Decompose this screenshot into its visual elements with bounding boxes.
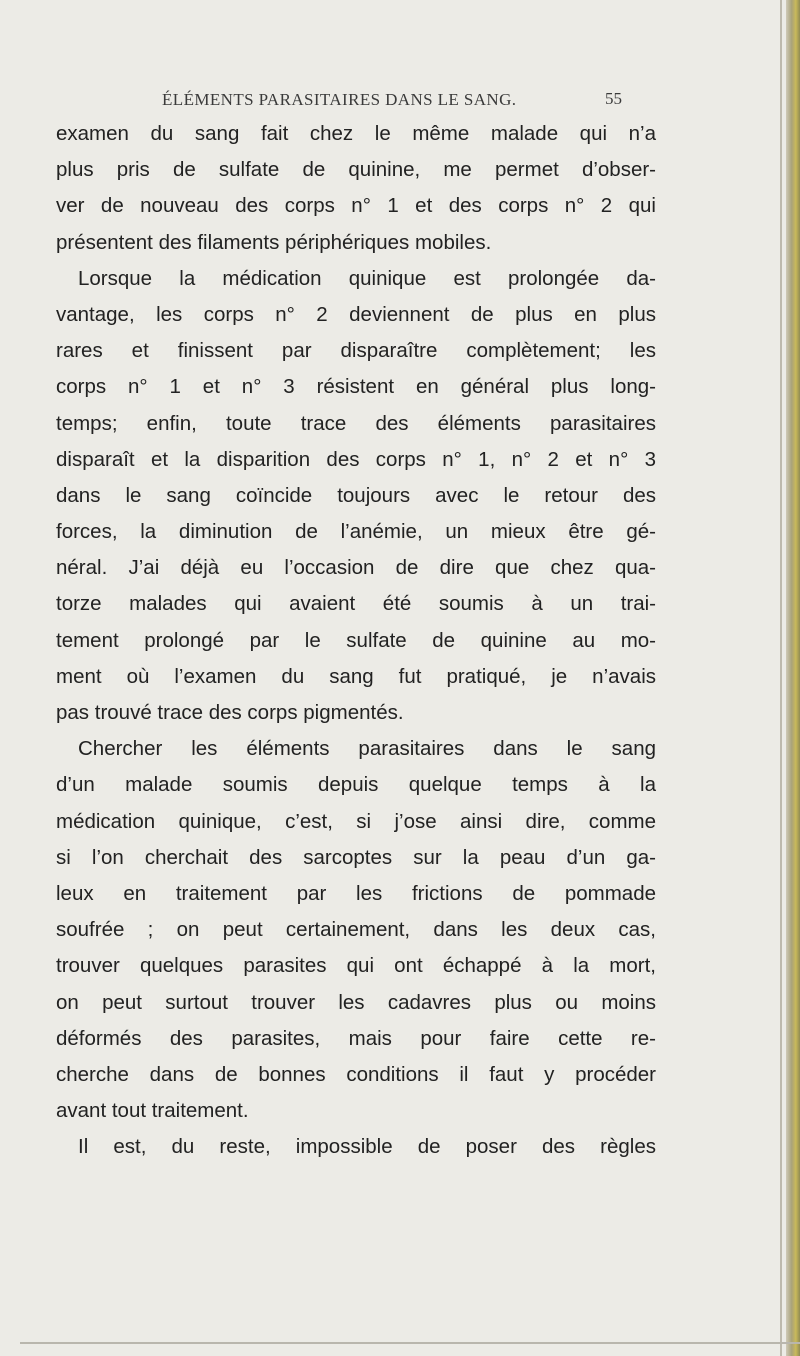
text-line: déformés des parasites, mais pour faire cette re- [56, 1026, 656, 1050]
text-line: rares et finissent par disparaître complètement; les [56, 339, 656, 363]
running-head: ÉLÉMENTS PARASITAIRES DANS LE SANG. [162, 90, 517, 109]
page-bottom-edge [20, 1342, 800, 1344]
text-line: forces, la diminution de l’anémie, un mieux être gé- [56, 520, 656, 544]
text-line: plus pris de sulfate de quinine, me permet d’obser- [56, 158, 656, 182]
page-binding-edge [786, 0, 800, 1356]
text-line: examen du sang fait chez le même malade qui n’a [56, 122, 656, 145]
text-line: cherche dans de bonnes conditions il faut y procéder [56, 1062, 656, 1086]
text-line: temps; enfin, toute trace des éléments parasitaires [56, 411, 656, 435]
text-line: néral. J’ai déjà eu l’occasion de dire que chez qua- [56, 556, 656, 580]
text-line: médication quinique, c’est, si j’ose ainsi dire, comme [56, 809, 656, 833]
text-line: d’un malade soumis depuis quelque temps à la [56, 773, 656, 797]
page-number: 55 [605, 89, 622, 108]
text-line: avant tout traitement. [56, 1099, 249, 1123]
text-line: tement prolongé par le sulfate de quinine au mo- [56, 628, 656, 652]
text-line: Lorsque la médication quinique est prolongée da- [78, 266, 656, 290]
body-text [56, 116, 656, 1165]
text-line: pas trouvé trace des corps pigmentés. [56, 701, 404, 724]
text-line: présentent des filaments périphériques mobiles. [56, 230, 492, 254]
page-edge-shadow [780, 0, 782, 1356]
text-line: soufrée ; on peut certainement, dans les deux cas, [56, 918, 656, 942]
text-line: torze malades qui avaient été soumis à un trai- [56, 592, 656, 616]
text-line: Il est, du reste, impossible de poser des règles [78, 1135, 656, 1159]
text-line: trouver quelques parasites qui ont échappé à la mort, [56, 954, 656, 978]
text-line: leux en traitement par les frictions de pommade [56, 881, 656, 905]
text-line: vantage, les corps n° 2 deviennent de plus en plus [56, 302, 656, 326]
text-line: on peut surtout trouver les cadavres plus ou moins [56, 990, 656, 1014]
text-line: ment où l’examen du sang fut pratiqué, je n’avais [56, 664, 656, 688]
text-line: ver de nouveau des corps n° 1 et des corps n° 2 qui [56, 194, 656, 218]
text-line: disparaît et la disparition des corps n° 1, n° 2 et n° 3 [56, 447, 656, 471]
text-line: dans le sang coïncide toujours avec le retour des [56, 483, 656, 507]
text-line: Chercher les éléments parasitaires dans le sang [78, 737, 656, 761]
text-line: corps n° 1 et n° 3 résistent en général plus long- [56, 375, 656, 399]
text-line: si l’on cherchait des sarcoptes sur la peau d’un ga- [56, 845, 656, 869]
